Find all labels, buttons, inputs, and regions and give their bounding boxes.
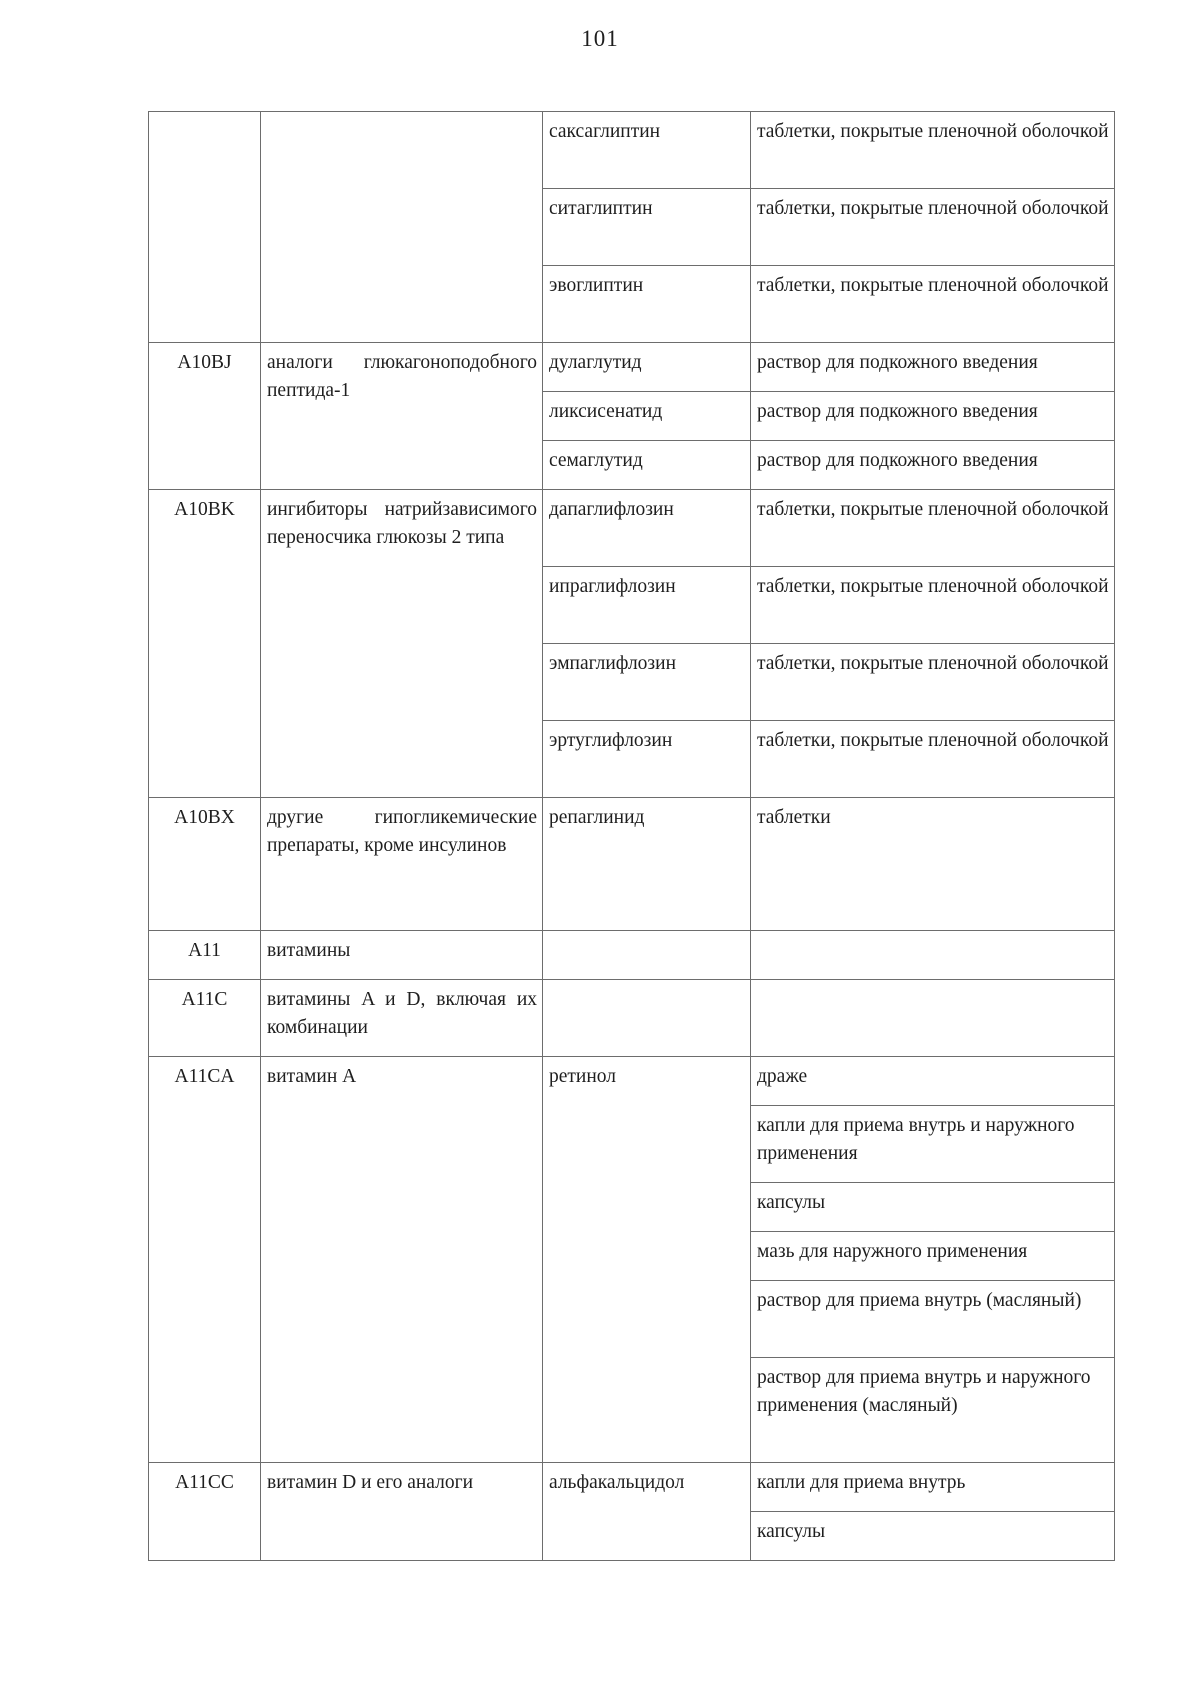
atc-code-cell: A11CC bbox=[149, 1463, 261, 1561]
atc-code-cell: A11 bbox=[149, 931, 261, 980]
inn-cell: эвоглиптин bbox=[543, 266, 751, 343]
dosage-form-cell: мазь для наружного применения bbox=[751, 1232, 1115, 1281]
inn-cell: ретинол bbox=[543, 1057, 751, 1463]
group-cell: другие гипогликемические препараты, кроме инсулинов bbox=[261, 798, 543, 931]
group-cell: витамины A и D, включая их комбинации bbox=[261, 980, 543, 1057]
dosage-form-cell: раствор для подкожного введения bbox=[751, 441, 1115, 490]
inn-cell bbox=[543, 980, 751, 1057]
group-cell: витамин A bbox=[261, 1057, 543, 1463]
table-row bbox=[149, 798, 1115, 931]
group-cell: витамин D и его аналоги bbox=[261, 1463, 543, 1561]
dosage-form-cell: таблетки, покрытые пленочной оболочкой bbox=[751, 721, 1115, 798]
group-cell: аналоги глюкагоноподобного пептида-1 bbox=[261, 343, 543, 490]
table-row bbox=[149, 931, 1115, 980]
dosage-form-cell: таблетки, покрытые пленочной оболочкой bbox=[751, 266, 1115, 343]
group-cell: ингибиторы натрийзависимого переносчика глюкозы 2 типа bbox=[261, 490, 543, 798]
inn-cell: семаглутид bbox=[543, 441, 751, 490]
atc-code-cell: A11CA bbox=[149, 1057, 261, 1463]
inn-cell: эртуглифлозин bbox=[543, 721, 751, 798]
atc-code-cell: A10BX bbox=[149, 798, 261, 931]
dosage-form-cell: таблетки, покрытые пленочной оболочкой bbox=[751, 644, 1115, 721]
dosage-form-cell: таблетки, покрытые пленочной оболочкой bbox=[751, 567, 1115, 644]
inn-cell: дапаглифлозин bbox=[543, 490, 751, 567]
dosage-form-cell: таблетки, покрытые пленочной оболочкой bbox=[751, 490, 1115, 567]
dosage-form-cell: таблетки, покрытые пленочной оболочкой bbox=[751, 112, 1115, 189]
inn-cell: альфакальцидол bbox=[543, 1463, 751, 1561]
dosage-form-cell: таблетки bbox=[751, 798, 1115, 931]
inn-cell: эмпаглифлозин bbox=[543, 644, 751, 721]
table-row bbox=[149, 490, 1115, 567]
inn-cell: репаглинид bbox=[543, 798, 751, 931]
inn-cell: дулаглутид bbox=[543, 343, 751, 392]
dosage-form-cell: капли для приема внутрь bbox=[751, 1463, 1115, 1512]
atc-code-cell: A10BK bbox=[149, 490, 261, 798]
table-row bbox=[149, 343, 1115, 392]
table-row bbox=[149, 112, 1115, 189]
group-cell: витамины bbox=[261, 931, 543, 980]
dosage-form-cell: капли для приема внутрь и наружного применения bbox=[751, 1106, 1115, 1183]
dosage-form-cell: раствор для подкожного введения bbox=[751, 392, 1115, 441]
group-cell bbox=[261, 112, 543, 343]
dosage-form-cell: таблетки, покрытые пленочной оболочкой bbox=[751, 189, 1115, 266]
dosage-form-cell bbox=[751, 931, 1115, 980]
page-number: 101 bbox=[581, 26, 619, 51]
inn-cell: ликсисенатид bbox=[543, 392, 751, 441]
inn-cell bbox=[543, 931, 751, 980]
inn-cell: ипраглифлозин bbox=[543, 567, 751, 644]
atc-code-cell bbox=[149, 112, 261, 343]
table-row bbox=[149, 980, 1115, 1057]
inn-cell: ситаглиптин bbox=[543, 189, 751, 266]
inn-cell: саксаглиптин bbox=[543, 112, 751, 189]
atc-code-cell: A11C bbox=[149, 980, 261, 1057]
dosage-form-cell: капсулы bbox=[751, 1512, 1115, 1561]
dosage-form-cell bbox=[751, 980, 1115, 1057]
dosage-form-cell: раствор для приема внутрь и наружного применения (масляный) bbox=[751, 1358, 1115, 1463]
table-row bbox=[149, 1057, 1115, 1106]
dosage-form-cell: капсулы bbox=[751, 1183, 1115, 1232]
dosage-form-cell: раствор для приема внутрь (масляный) bbox=[751, 1281, 1115, 1358]
dosage-form-cell: драже bbox=[751, 1057, 1115, 1106]
table-row bbox=[149, 1463, 1115, 1512]
drug-table bbox=[148, 111, 1115, 1561]
atc-code-cell: A10BJ bbox=[149, 343, 261, 490]
dosage-form-cell: раствор для подкожного введения bbox=[751, 343, 1115, 392]
